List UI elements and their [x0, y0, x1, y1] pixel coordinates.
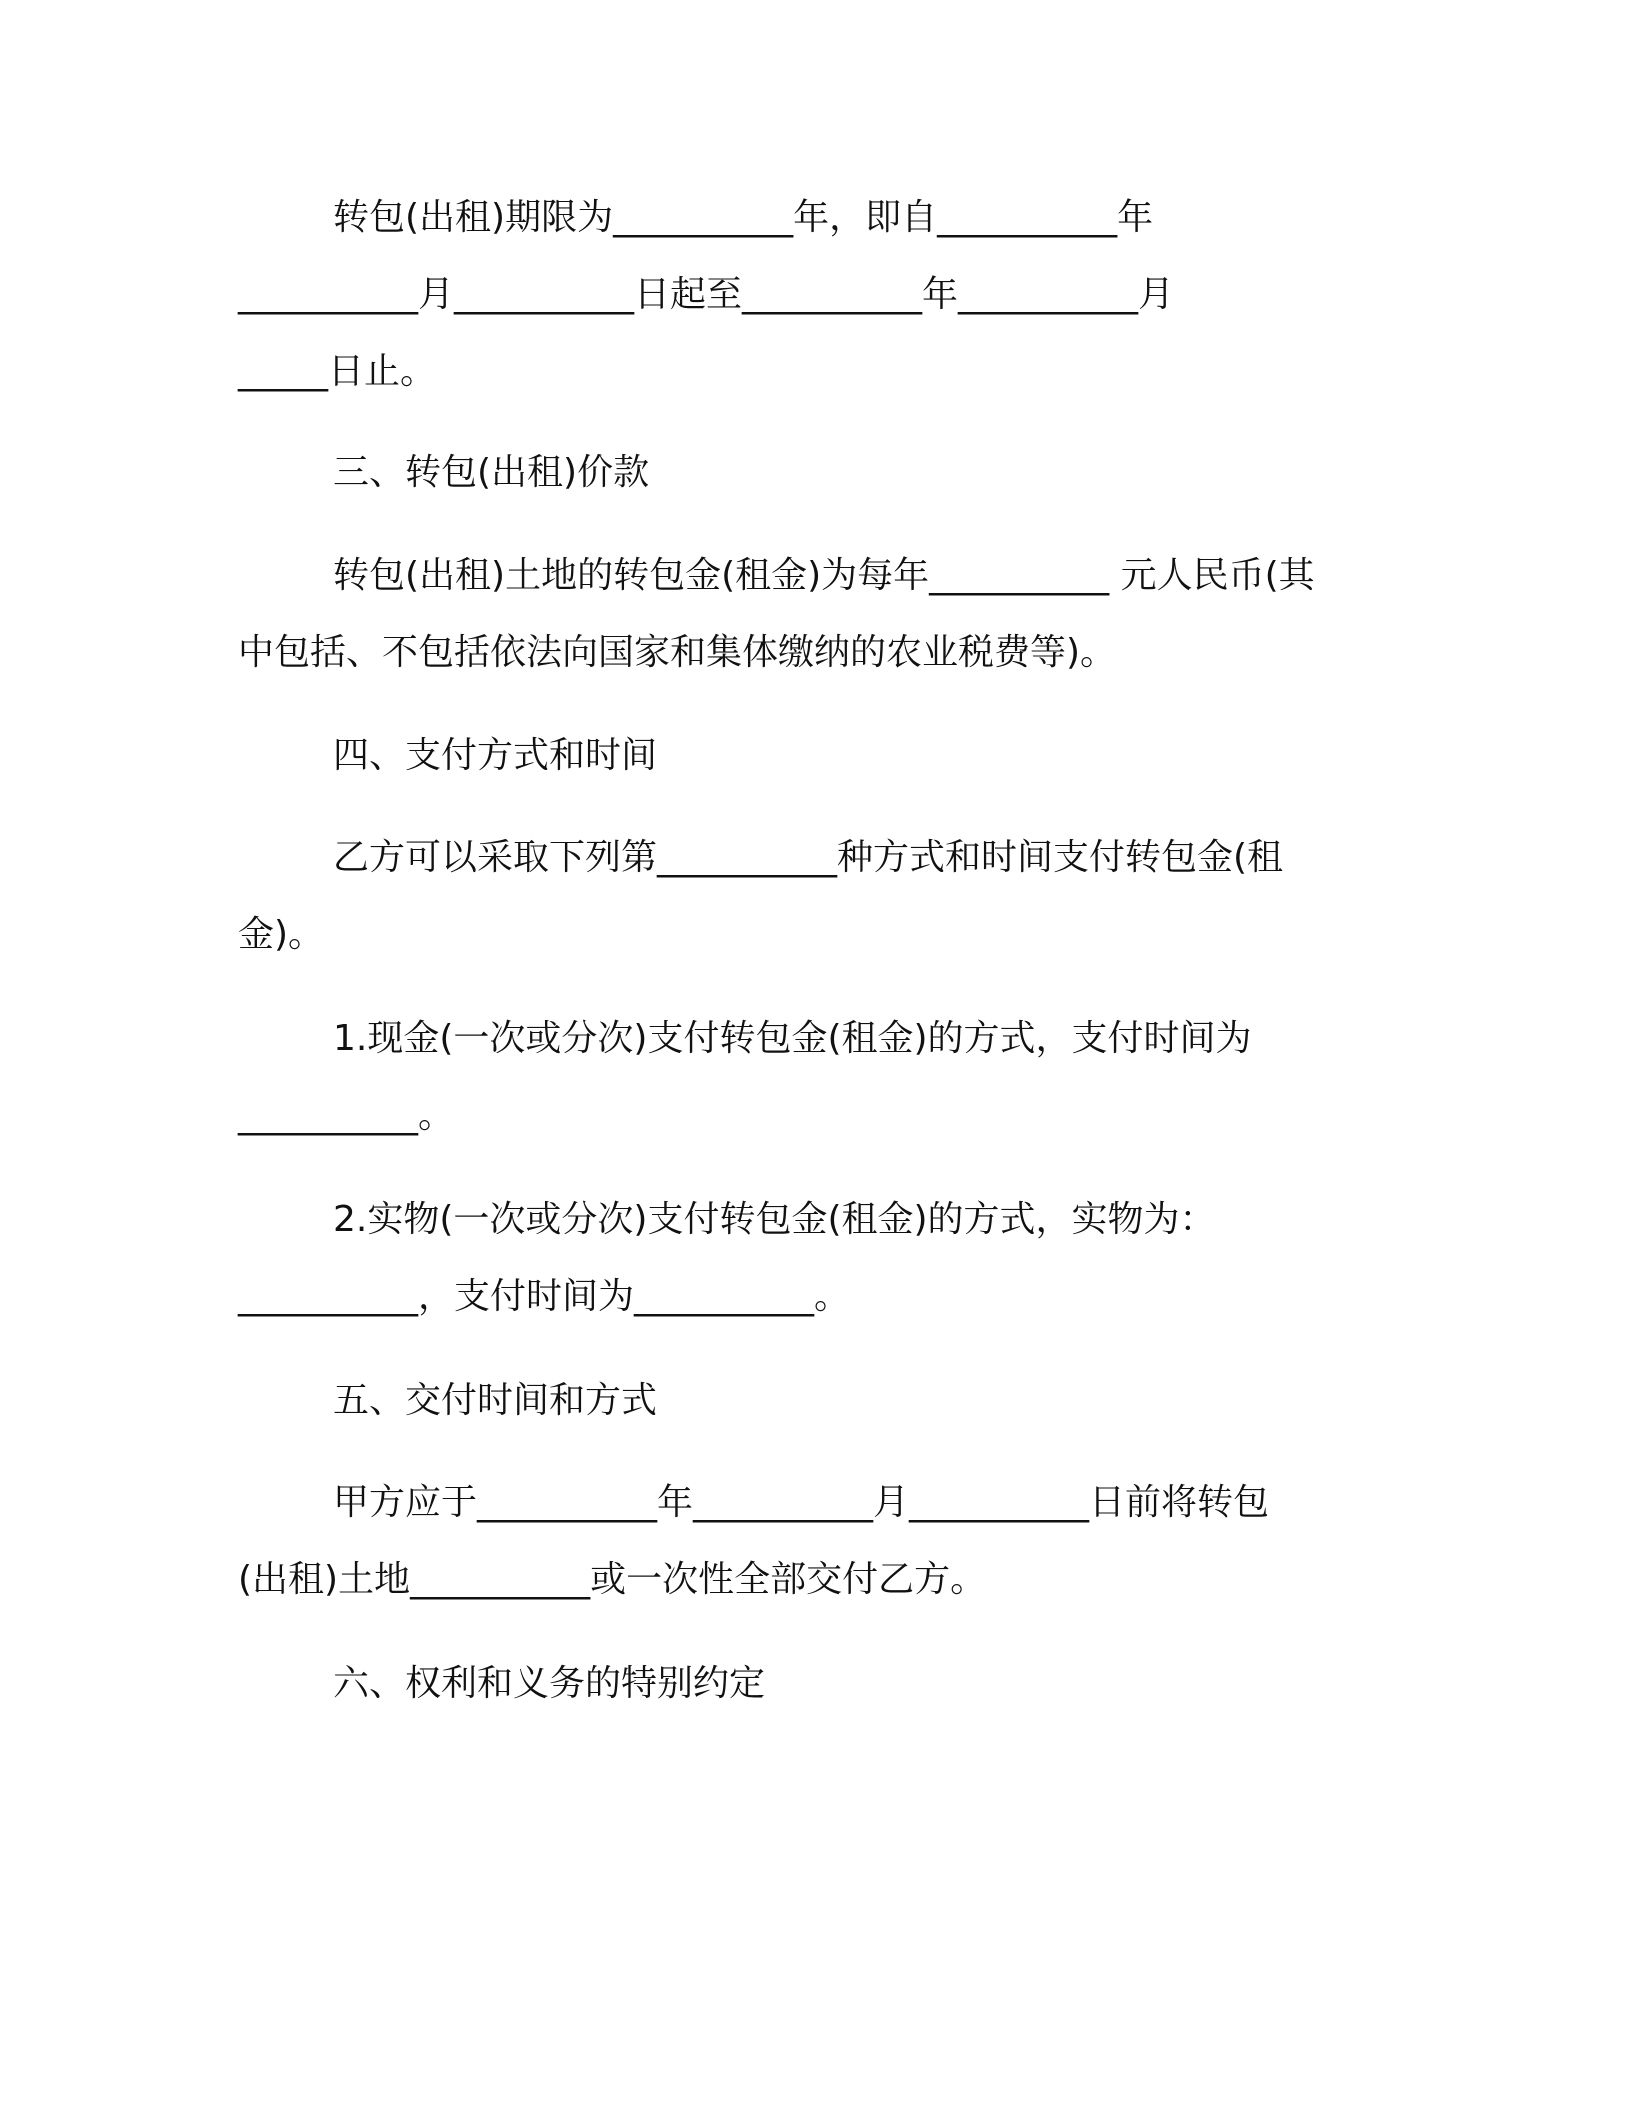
payment-paragraph-line-2: 金)。	[238, 914, 325, 955]
goods-option-line-1: 2.实物(一次或分次)支付转包金(租金)的方式，实物为：	[333, 1199, 1216, 1240]
section-heading-rights: 六、权利和义务的特别约定	[333, 1663, 766, 1704]
price-paragraph-line-1: 转包(出租)土地的转包金(租金)为每年__________ 元人民币(其	[333, 555, 1315, 596]
cash-option-line-2: __________。	[238, 1095, 455, 1136]
cash-option-line-1: 1.现金(一次或分次)支付转包金(租金)的方式，支付时间为	[333, 1018, 1252, 1059]
term-dates-line: __________月__________日起至__________年__________月	[238, 274, 1175, 315]
payment-paragraph-line-1: 乙方可以采取下列第__________种方式和时间支付转包金(租	[333, 837, 1284, 878]
section-heading-price: 三、转包(出租)价款	[333, 452, 650, 493]
section-heading-delivery: 五、交付时间和方式	[333, 1380, 658, 1421]
price-paragraph-line-2: 中包括、不包括依法向国家和集体缴纳的农业税费等)。	[238, 632, 1117, 673]
delivery-paragraph-line-1: 甲方应于__________年__________月__________日前将转包	[333, 1482, 1270, 1523]
term-end-line: _____日止。	[238, 351, 437, 392]
section-heading-payment: 四、支付方式和时间	[333, 735, 658, 776]
delivery-paragraph-line-2: (出租)土地__________或一次性全部交付乙方。	[238, 1559, 987, 1600]
term-duration-line: 转包(出租)期限为__________年，即自__________年	[333, 197, 1154, 238]
goods-option-line-2: __________，支付时间为__________。	[238, 1276, 851, 1317]
